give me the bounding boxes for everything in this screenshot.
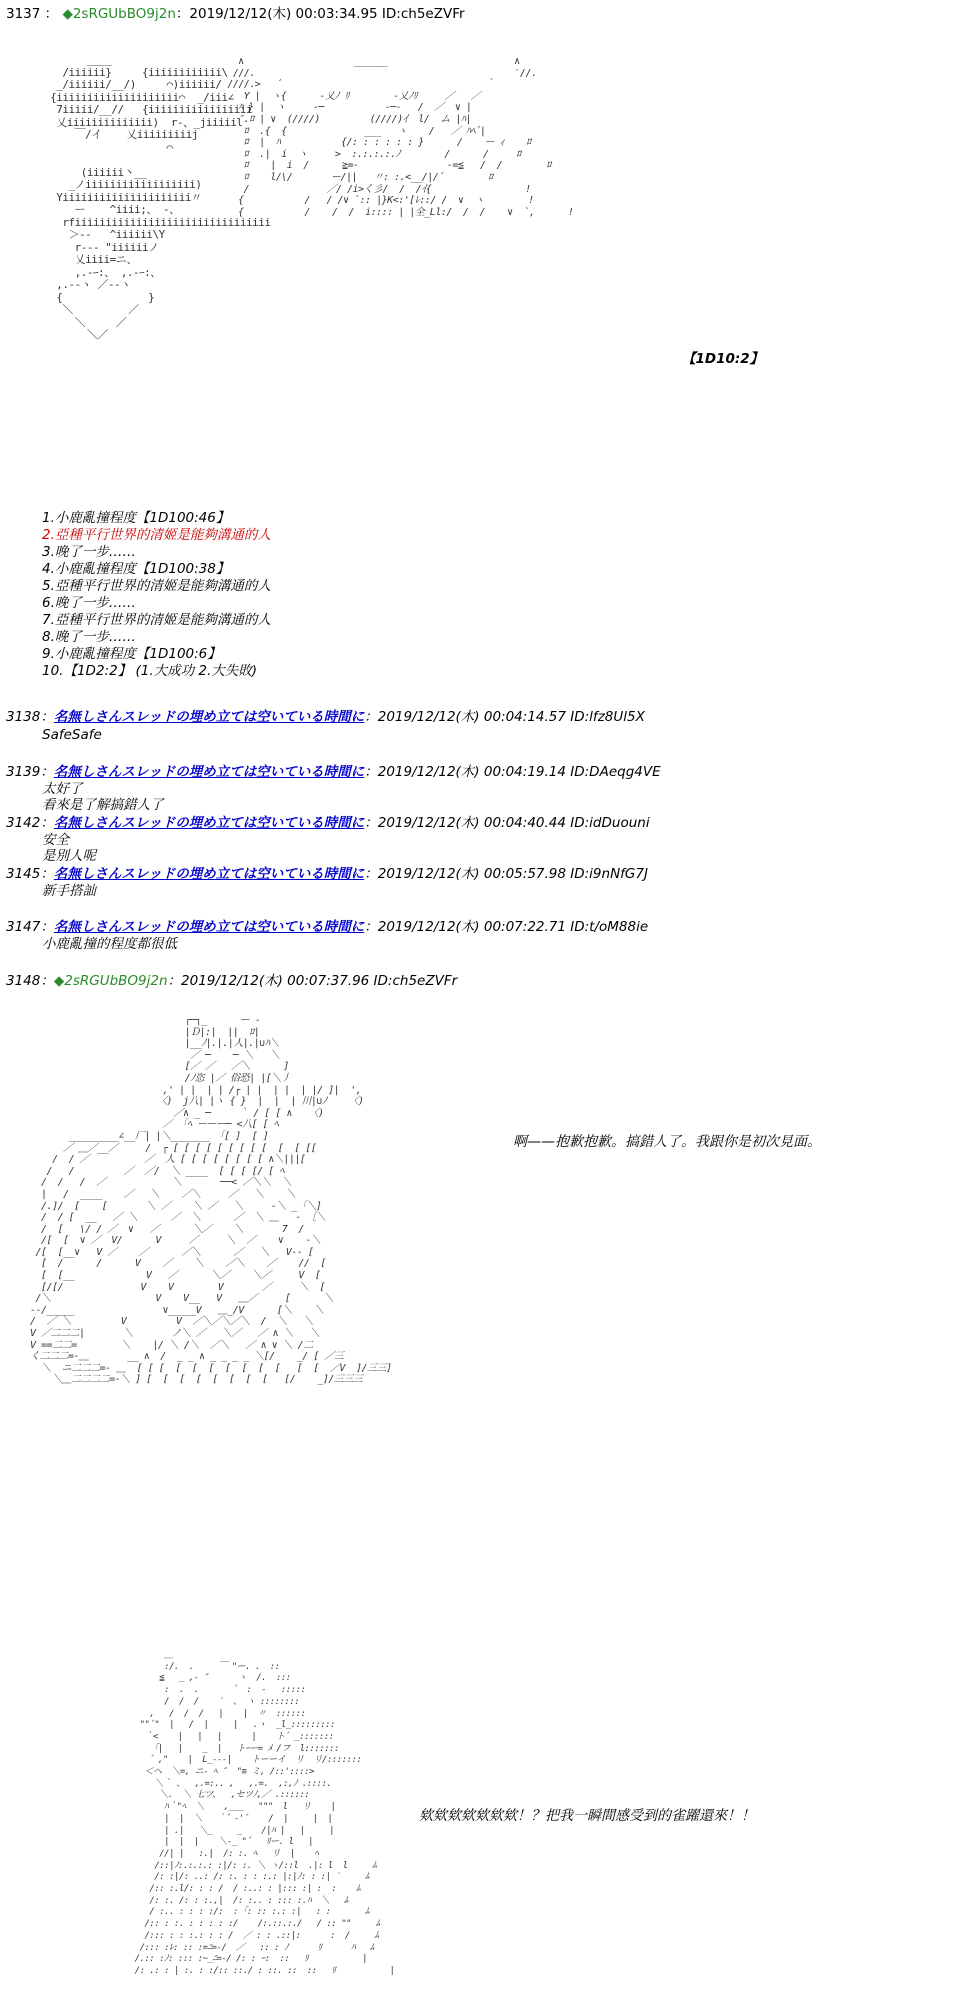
post-header-3148 (6, 973, 457, 989)
ascii-art-kiyohime-face: ∧ ______ ∧ ///. ′//. ////.> ´ ｀ Y | ヽ{ ‐乂ﾉ ﾘ ‐乂ﾉﾘ ／ ／ ﾊ } | ヽ ‐─ ‐─‐ / ／ ∨ | ″.ﾛ | ∨ (////) (////)ｲ l/ ム |ﾊ| ﾛ .{ { ___ ヽ / ／ ﾊﾍﾞ| ﾛ | ﾊ {/: : : : : : } / ー ｨ ﾛ ﾛ .| i ヽ > :.:.:.:.ﾉ / / ﾛ ﾛ | i / ≧=‐ ‐=≦ / / ﾛ ﾛ l/\/ ー/|| 〃: :.<__/|/´ ﾛ / ／/ /i>く彡/ / /ｲ{ ! { / / /∨ `:: |}K<:'[ﾚ::/ / ∨ ヽ ! { / / / i:::: | |全_Ll:/ / / ∨ `, ! (227, 56, 574, 218)
post-separator: ： (40, 815, 54, 831)
poster-trip[interactable]: ◆2sRGUbBO9j2n (53, 973, 168, 989)
speech-line-1: 啊——抱歉抱歉。搞錯人了。我跟你是初次見面。 (513, 1134, 821, 1150)
post-body-line: 太好了 (42, 781, 83, 797)
option-line-9: 9.小鹿亂撞程度【1D100:6】 (42, 646, 221, 662)
post-body-line: 看來是了解搞錯人了 (42, 797, 164, 813)
post-meta: ：2019/12/12(木) 00:04:19.14 ID:DAeqg4VE (364, 764, 661, 780)
option-line-8: 8.晚了一步…… (42, 629, 136, 645)
ascii-art-hearts: ____ /iiiiii} {iiiiiiiiiiii\ _/iiiiii/__/) ⌒)iiiiii/ {iiiiiiiiiiiiiiiiiiii⌒ _/iii∠ 7iiiii/__// {iiiiiiiiiiiiiiiii 乂iiiiiiiiiiiiii) r‐、_jiiiiil ￣/イ 乂iiiiiiiiij ⌒ (iiiiii丶__ _ノiiiiiiiiiiiiiiiiii) Yiiiiiiiiiiiiiiiiiiiii〃 ー ^iiii;、 ‐、 rfiiiiiiiiiiiiiiiiiiiiiiiiiiiiiiii ＞‐‐ ^iiiiii\Y r‐‐‐ "iiiiiiノ 乂iiii=ニ、 ,.‐ｰ:、 ,.‐ｰ:、 ,.‐‐ヽ ／‐‐ヽ { } ＼ ／ ＼ ／ ＼／ (50, 53, 271, 341)
post-separator: ： (40, 919, 54, 935)
post-meta: ：2019/12/12(木) 00:04:40.44 ID:idDuouni (364, 815, 650, 831)
post-body-line: 安全 (42, 832, 69, 848)
post-number: 3147 (6, 919, 41, 935)
poster-name-link[interactable]: 名無しさんスレッドの埋め立ては空いている時間に (53, 919, 365, 935)
post-body-line: 小鹿亂撞的程度都很低 (42, 936, 177, 952)
option-line-2-selected: 2.亞種平行世界的清姬是能夠溝通的人 (42, 527, 271, 543)
post-number: 3137 (6, 6, 41, 22)
ascii-art-surprised-girl: ＿ :/. . ￣ "ー. . :: ≦ _ ,‐ ″ ヽ /. ::: : . . ゛ : - ::::: / / / ′ 、 ヽ :::::::: , / / / | | 〃 :::::: ""´" | / | | .ヽ _l_::::::::: ｀< | | | | ト´ _::::::: 「| | _ | トｰー= ﾒ /フ l::::::: ゛," | L_‐‐‐| トーーイ リ リ/::::::: ＜ヘ ＼=, ニ- ﾍ ″ "≡ ミ, /::'::::> ＼｀ 、 ,.=:.. , ,.=. ,:,ﾉ .::::. ＼. ＼ 七ツ、 ,セツﾉ,／ .:::::: ﾊ｀"ﾍ ＼ ,___ """ l リ | | | ＼ ｀゛-'´ / | | | | .| ＼_ _ /|ﾊ | | | | | | ＼‐_ "´ ﾘー. l | //| | :.| /: :. ﾍ リ | ﾍ /::|ﾉ:.:.:.: :|/: :. ＼ ヽ/::l .|: l l ﾑ /: :|/: ..: /: :. : : :.: |:|ﾉ: : :| ′ ﾑ /:: :.l/: : : / / :..: : |::: :| : : ﾑ /: :. /: : :.,| /: :.. : ::: :.ﾊ ＼ ﾑ / :.. : : : :/: : ｢: :: :.: :| : : ﾑ /:: : :. : : : : :/ /:.::.:./ / :: "" ﾑ /::: : : :.: : : / ／ : : .::|: : / ﾑ /::: :ﾚ: :: :=ﾆ=-/ ／ :: : ﾉ ﾘ ﾊ ﾑ /.:: :ﾉ: ::: :~_ﾆ=-/ /: : ｰ: :: ﾘ | /: .: : | :. : :/:: ::./ : ::. :: :: ﾘ | (134, 1650, 395, 1976)
post-body-line: 是別人呢 (42, 848, 96, 864)
poster-name-link[interactable]: 名無しさんスレッドの埋め立ては空いている時間に (53, 866, 365, 882)
post-meta: ：2019/12/12(木) 00:07:22.71 ID:t/oM88ie (364, 919, 649, 935)
post-separator: ： (40, 973, 54, 989)
poster-name-link[interactable]: 名無しさんスレッドの埋め立ては空いている時間に (53, 709, 365, 725)
option-line-3: 3.晚了一步…… (42, 544, 136, 560)
option-line-10: 10.【1D2:2】 (1.大成功 2.大失敗) (42, 663, 258, 679)
option-line-4: 4.小鹿亂撞程度【1D100:38】 (42, 561, 230, 577)
post-meta: ：2019/12/12(木) 00:05:57.98 ID:i9nNfG7J (364, 866, 648, 882)
post-header-3138 (6, 709, 645, 725)
option-line-6: 6.晚了一步…… (42, 595, 136, 611)
option-line-7: 7.亞種平行世界的清姬是能夠溝通的人 (42, 612, 271, 628)
post-number: 3145 (6, 866, 41, 882)
dice-result-label: 【1D10:2】 (682, 351, 764, 367)
post-meta: ：2019/12/12(木) 00:07:37.96 ID:ch5eZVFr (167, 973, 458, 989)
post-number: 3142 (6, 815, 41, 831)
post-meta: ：2019/12/12(木) 00:04:14.57 ID:lfz8Ul5X (364, 709, 645, 725)
poster-name-link[interactable]: 名無しさんスレッドの埋め立ては空いている時間に (53, 815, 365, 831)
option-line-5: 5.亞種平行世界的清姬是能夠溝通的人 (42, 578, 271, 594)
post-header-3145 (6, 866, 648, 882)
post-number: 3139 (6, 764, 41, 780)
post-separator: ： (40, 709, 54, 725)
poster-name-link[interactable]: 名無しさんスレッドの埋め立ては空いている時間に (53, 764, 365, 780)
ascii-art-hooded-figure: ┌─┐_ ー ‐ |Ｄ|:| || ﾛ| |__ﾉ|.|.|人|.|∪ﾊ＼ ／ ─ ─ ＼ ＼ [／ ／ ／＼ ] /ﾉ恣 |／ 俗恐| |[＼丿 ,' | | | | /┌ | | | | | |/ ]| ', 〈) j八| |ヽ { } | | | 川|∪ﾉ 〈) ／∧ _ ─ ｀ / [ [ ∧ 〈) ／ 「ﾍ ーーー─ <八[ [ ﾍ _________∠__厂| |＼_______ 「[ ] [ ] ／ ＿／__／ / ┌ [ [ [ [ [ [ [ [ [ [ [ [[ / / ／ ／ 人 [ [ [ [ [ [ [ [ ∧＼|||[ / / ／ ／/ ＼ ____ [ [ [ [/ [ ﾍ / / / ／ ＼ ──< ／＼＼ ＼ | / ____ ／ ＼ ／＼ ／ ＼ ＼ /.]/ [ [ ＼ ／ ＼ ／ ＼ ‐＼ _「＼] / / [ __ ／ ＼ ／ ＼ ／ ＼ ＿ ‐ ［＼ / [ \/ / ／ ∨ ／ ＼／ ＼ 7 / /[ [ ∨ ／ V/ V ／ ＼ ／ ∨ ‐＼ /[ [__∨ V ／ ／ ／＼ ／ ＼ V‐‐ [ [ / / V ／ ＼ ／＼ ／ // [ [ [__ V ／ ＼／ ＼／ V [ [/[/ V V V ／ ＼ [ /＼ V V__ V ＿／ [ ＼ --/_____ ∨_____V ＿_/V [＼ ＼ / ／ ＼ V V ／＼／＼／＼ / ＼ ＼ V ／二二二| ＼ ノ＼ ／ ＼／ ／ ∧ ＼ ＼ V ==二二= ＼ |/ ＼ /＼ ／＼ ／ ∧ ∨ ＼ /二 く二二二=-＿ __ ∧ / _ _ ∧ _ _ _ _ ＼[/ _/ [ ／三 ＼ ニ二二二=- ＿ [ [ [ [ [ [ [ [ [ [ [ [ ／V ]/三三] ＼＿二二二二=-＼ ] [ [ [ [ [ [ [ [ [/ _]/三三三 (30, 1015, 392, 1386)
post-header-3142 (6, 815, 650, 831)
post-header-3137 (6, 6, 465, 22)
post-separator: ： (40, 764, 54, 780)
poster-trip[interactable]: ◆2sRGUbBO9j2n (62, 6, 176, 22)
speech-line-2: 欸欸欸欸欸欸欸！？把我一瞬間感受到的雀躍還來！！ (419, 1808, 755, 1824)
post-body-line: SafeSafe (42, 727, 102, 743)
option-line-1: 1.小鹿亂撞程度【1D100:46】 (42, 510, 230, 526)
post-separator: ： (44, 6, 59, 22)
post-number: 3148 (6, 973, 41, 989)
post-body-line: 新手搭訕 (42, 883, 96, 899)
post-number: 3138 (6, 709, 41, 725)
post-meta: ：2019/12/12(木) 00:03:34.95 ID:ch5eZVFr (175, 6, 465, 22)
post-header-3139 (6, 764, 661, 780)
post-separator: ： (40, 866, 54, 882)
post-header-3147 (6, 919, 648, 935)
